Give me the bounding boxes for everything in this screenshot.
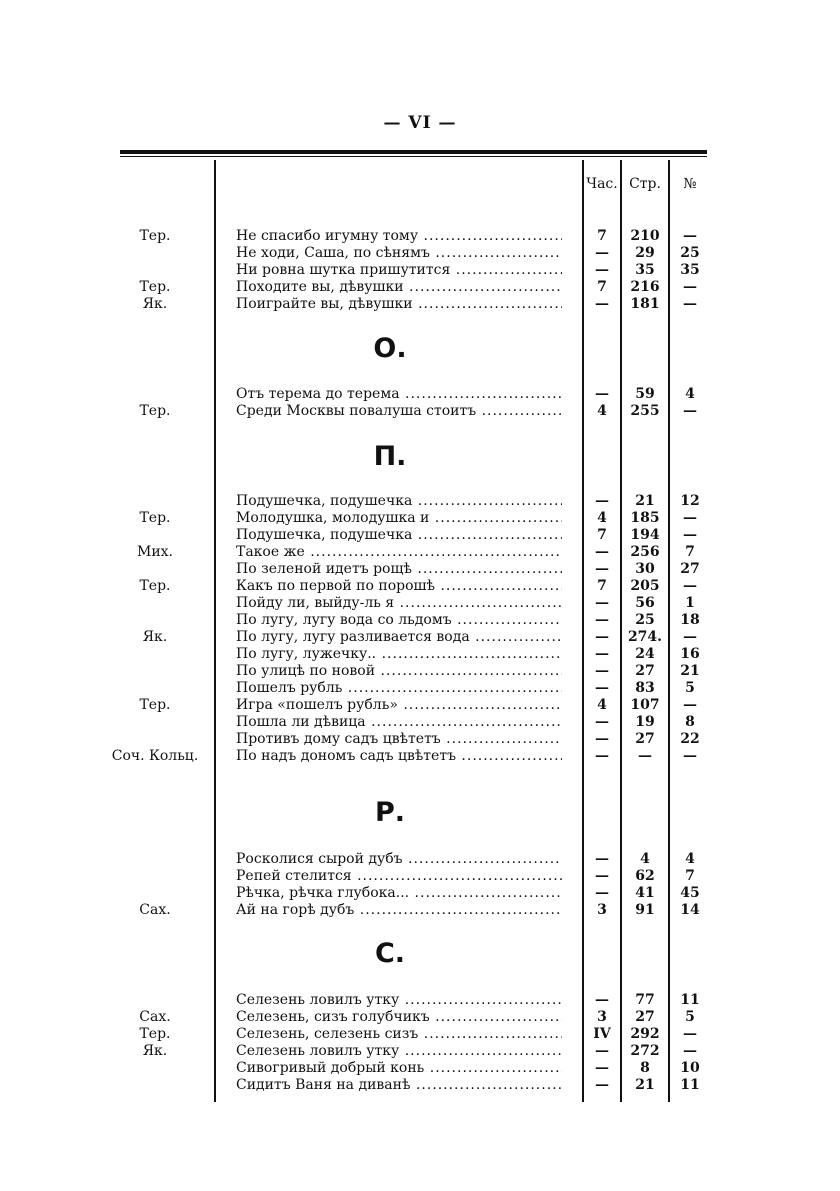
- row-number: —: [683, 510, 697, 526]
- row-chas: —: [595, 612, 609, 628]
- row-chas: —: [595, 262, 609, 278]
- row-page: 27: [635, 1009, 655, 1025]
- row-source: Тер.: [139, 228, 171, 244]
- row-number: 14: [680, 902, 700, 918]
- row-title: По лугу, лужечку.. .....: [236, 646, 562, 663]
- row-number: —: [683, 228, 697, 244]
- row-chas: —: [595, 245, 609, 261]
- row-number: 12: [680, 493, 700, 509]
- row-title: Сидитъ Ваня на диванѣ .....: [236, 1077, 562, 1094]
- index-row: [0, 663, 840, 680]
- row-chas: 4: [597, 510, 607, 526]
- index-row: [0, 544, 840, 561]
- index-row: [0, 386, 840, 403]
- row-number: 11: [680, 992, 700, 1008]
- row-number: —: [683, 279, 697, 295]
- index-row: [0, 731, 840, 748]
- row-title: Селезень ловилъ утку .....: [236, 992, 562, 1009]
- row-number: 8: [685, 714, 695, 730]
- row-page: 30: [635, 561, 655, 577]
- row-page: 41: [635, 885, 655, 901]
- header-num: №: [683, 176, 697, 192]
- row-page: 29: [635, 245, 655, 261]
- row-number: —: [683, 629, 697, 645]
- row-source: Тер.: [139, 697, 171, 713]
- row-page: 255: [630, 403, 660, 419]
- row-page: 185: [630, 510, 660, 526]
- row-page: 21: [635, 493, 655, 509]
- row-source: Сах.: [139, 1009, 171, 1025]
- row-chas: 3: [597, 902, 607, 918]
- row-title: Такое же .....: [236, 544, 562, 561]
- row-number: 7: [685, 544, 695, 560]
- index-row: [0, 629, 840, 646]
- row-page: 256: [630, 544, 660, 560]
- row-chas: 4: [597, 697, 607, 713]
- row-title: Селезень, селезень сизъ .....: [236, 1026, 562, 1043]
- row-title: Какъ по первой по порошѣ .....: [236, 578, 562, 595]
- row-chas: 4: [597, 403, 607, 419]
- row-number: —: [683, 697, 697, 713]
- row-number: 7: [685, 868, 695, 884]
- index-row: [0, 1060, 840, 1077]
- row-number: —: [683, 527, 697, 543]
- index-row: [0, 680, 840, 697]
- row-chas: —: [595, 1060, 609, 1076]
- index-row: [0, 296, 840, 313]
- header-rule-thin: [120, 156, 707, 157]
- row-number: 4: [685, 851, 695, 867]
- index-row: [0, 714, 840, 731]
- index-row: [0, 1009, 840, 1026]
- row-page: 210: [630, 228, 660, 244]
- section-letter: О.: [373, 333, 407, 364]
- row-source: Тер.: [139, 510, 171, 526]
- row-page: 216: [630, 279, 660, 295]
- index-row: [0, 245, 840, 262]
- row-title: По надъ дономъ садъ цвѣтетъ .....: [236, 748, 562, 765]
- row-source: Соч. Кольц.: [111, 748, 199, 764]
- row-number: 18: [680, 612, 700, 628]
- row-number: 5: [685, 1009, 695, 1025]
- row-number: —: [683, 403, 697, 419]
- row-page: 62: [635, 868, 655, 884]
- row-source: Мих.: [136, 544, 173, 560]
- index-row: [0, 992, 840, 1009]
- row-page: 56: [635, 595, 655, 611]
- header-rule-thick: [120, 150, 707, 154]
- section-letter: С.: [374, 938, 406, 969]
- row-page: 27: [635, 663, 655, 679]
- row-chas: —: [595, 544, 609, 560]
- row-chas: —: [595, 646, 609, 662]
- row-title: Ни ровна шутка пришутится .....: [236, 262, 562, 279]
- row-chas: —: [595, 561, 609, 577]
- index-row: [0, 697, 840, 714]
- row-page: 91: [635, 902, 655, 918]
- section-letter: Р.: [374, 797, 406, 828]
- row-number: 4: [685, 386, 695, 402]
- row-source: Як.: [142, 629, 168, 645]
- row-page: —: [638, 748, 652, 764]
- index-row: [0, 851, 840, 868]
- row-chas: —: [595, 885, 609, 901]
- row-page: 59: [635, 386, 655, 402]
- row-page: 292: [630, 1026, 660, 1042]
- row-page: 107: [630, 697, 660, 713]
- row-title: По улицѣ по новой .....: [236, 663, 562, 680]
- row-chas: 7: [597, 578, 607, 594]
- index-row: [0, 228, 840, 245]
- row-chas: —: [595, 386, 609, 402]
- index-row: [0, 612, 840, 629]
- index-row: [0, 868, 840, 885]
- index-row: [0, 885, 840, 902]
- row-title: Походите вы, дѣвушки .....: [236, 279, 562, 296]
- row-number: 35: [680, 262, 700, 278]
- row-title: Пошелъ рубль .....: [236, 680, 562, 697]
- row-chas: IV: [593, 1026, 611, 1042]
- page-number: — VI —: [383, 113, 457, 133]
- index-row: [0, 578, 840, 595]
- row-title: Отъ терема до терема .....: [236, 386, 562, 403]
- row-page: 205: [630, 578, 660, 594]
- index-row: [0, 403, 840, 420]
- row-number: 25: [680, 245, 700, 261]
- row-title: Репей стелится .....: [236, 868, 562, 885]
- row-chas: —: [595, 595, 609, 611]
- row-number: —: [683, 1026, 697, 1042]
- row-chas: —: [595, 731, 609, 747]
- row-page: 27: [635, 731, 655, 747]
- row-title: Росколися сырой дубъ .....: [236, 851, 562, 868]
- row-source: Тер.: [139, 1026, 171, 1042]
- row-number: —: [683, 1043, 697, 1059]
- row-title: Игра «пошелъ рубль» .....: [236, 697, 562, 714]
- index-row: [0, 527, 840, 544]
- row-chas: —: [595, 493, 609, 509]
- row-page: 35: [635, 262, 655, 278]
- row-source: Тер.: [139, 279, 171, 295]
- row-chas: —: [595, 748, 609, 764]
- row-page: 21: [635, 1077, 655, 1093]
- index-row: [0, 902, 840, 919]
- row-page: 272: [630, 1043, 660, 1059]
- row-page: 274.: [627, 629, 663, 645]
- row-number: 21: [680, 663, 700, 679]
- row-source: Як.: [142, 296, 168, 312]
- index-row: [0, 748, 840, 765]
- row-chas: 7: [597, 228, 607, 244]
- row-title: Противъ дому садъ цвѣтетъ .....: [236, 731, 562, 748]
- row-title: По зеленой идетъ рощѣ .....: [236, 561, 562, 578]
- row-chas: —: [595, 629, 609, 645]
- row-number: 27: [680, 561, 700, 577]
- row-page: 194: [630, 527, 660, 543]
- index-row: [0, 1043, 840, 1060]
- row-title: Поиграйте вы, дѣвушки .....: [236, 296, 562, 313]
- row-title: Селезень ловилъ утку .....: [236, 1043, 562, 1060]
- row-number: —: [683, 296, 697, 312]
- row-title: Не ходи, Саша, по сѣнямъ .....: [236, 245, 562, 262]
- row-title: Подушечка, подушечка .....: [236, 527, 562, 544]
- row-number: 45: [680, 885, 700, 901]
- row-page: 25: [635, 612, 655, 628]
- row-chas: —: [595, 663, 609, 679]
- index-row: [0, 561, 840, 578]
- row-title: Селезень, сизъ голубчикъ .....: [236, 1009, 562, 1026]
- row-chas: 3: [597, 1009, 607, 1025]
- row-title: По лугу, лугу вода со льдомъ .....: [236, 612, 562, 629]
- row-chas: 7: [597, 527, 607, 543]
- row-chas: —: [595, 992, 609, 1008]
- row-source: Як.: [142, 1043, 168, 1059]
- row-number: 11: [680, 1077, 700, 1093]
- row-source: Сах.: [139, 902, 171, 918]
- row-title: Не спасибо игумну тому .....: [236, 228, 562, 245]
- row-chas: —: [595, 680, 609, 696]
- row-title: Рѣчка, рѣчка глубока... .....: [236, 885, 562, 902]
- index-row: [0, 510, 840, 527]
- row-title: Пошла ли дѣвица .....: [236, 714, 562, 731]
- index-row: [0, 493, 840, 510]
- row-source: Тер.: [139, 578, 171, 594]
- row-number: 5: [685, 680, 695, 696]
- row-page: 8: [640, 1060, 650, 1076]
- row-chas: —: [595, 296, 609, 312]
- index-row: [0, 262, 840, 279]
- index-row: [0, 1077, 840, 1094]
- row-number: 16: [680, 646, 700, 662]
- row-title: Молодушка, молодушка и .....: [236, 510, 562, 527]
- index-row: [0, 646, 840, 663]
- row-number: 10: [680, 1060, 700, 1076]
- row-page: 19: [635, 714, 655, 730]
- row-title: Ай на горѣ дубъ .....: [236, 902, 562, 919]
- index-row: [0, 1026, 840, 1043]
- row-title: Среди Москвы повалуша стоитъ .....: [236, 403, 562, 420]
- row-page: 24: [635, 646, 655, 662]
- index-row: [0, 279, 840, 296]
- row-page: 4: [640, 851, 650, 867]
- row-title: По лугу, лугу разливается вода .....: [236, 629, 562, 646]
- row-title: Пойду ли, выйду-ль я .....: [236, 595, 562, 612]
- row-chas: —: [595, 714, 609, 730]
- row-chas: —: [595, 1077, 609, 1093]
- row-number: —: [683, 578, 697, 594]
- row-page: 77: [635, 992, 655, 1008]
- row-page: 83: [635, 680, 655, 696]
- row-number: 1: [685, 595, 695, 611]
- row-number: —: [683, 748, 697, 764]
- section-letter: П.: [373, 441, 407, 472]
- row-number: 22: [680, 731, 700, 747]
- header-chas: Час.: [586, 176, 618, 192]
- index-row: [0, 595, 840, 612]
- header-str: Стр.: [629, 176, 661, 192]
- row-chas: 7: [597, 279, 607, 295]
- row-title: Сивогривый добрый конь .....: [236, 1060, 562, 1077]
- row-chas: —: [595, 851, 609, 867]
- row-title: Подушечка, подушечка .....: [236, 493, 562, 510]
- row-chas: —: [595, 1043, 609, 1059]
- row-page: 181: [630, 296, 660, 312]
- row-source: Тер.: [139, 403, 171, 419]
- row-chas: —: [595, 868, 609, 884]
